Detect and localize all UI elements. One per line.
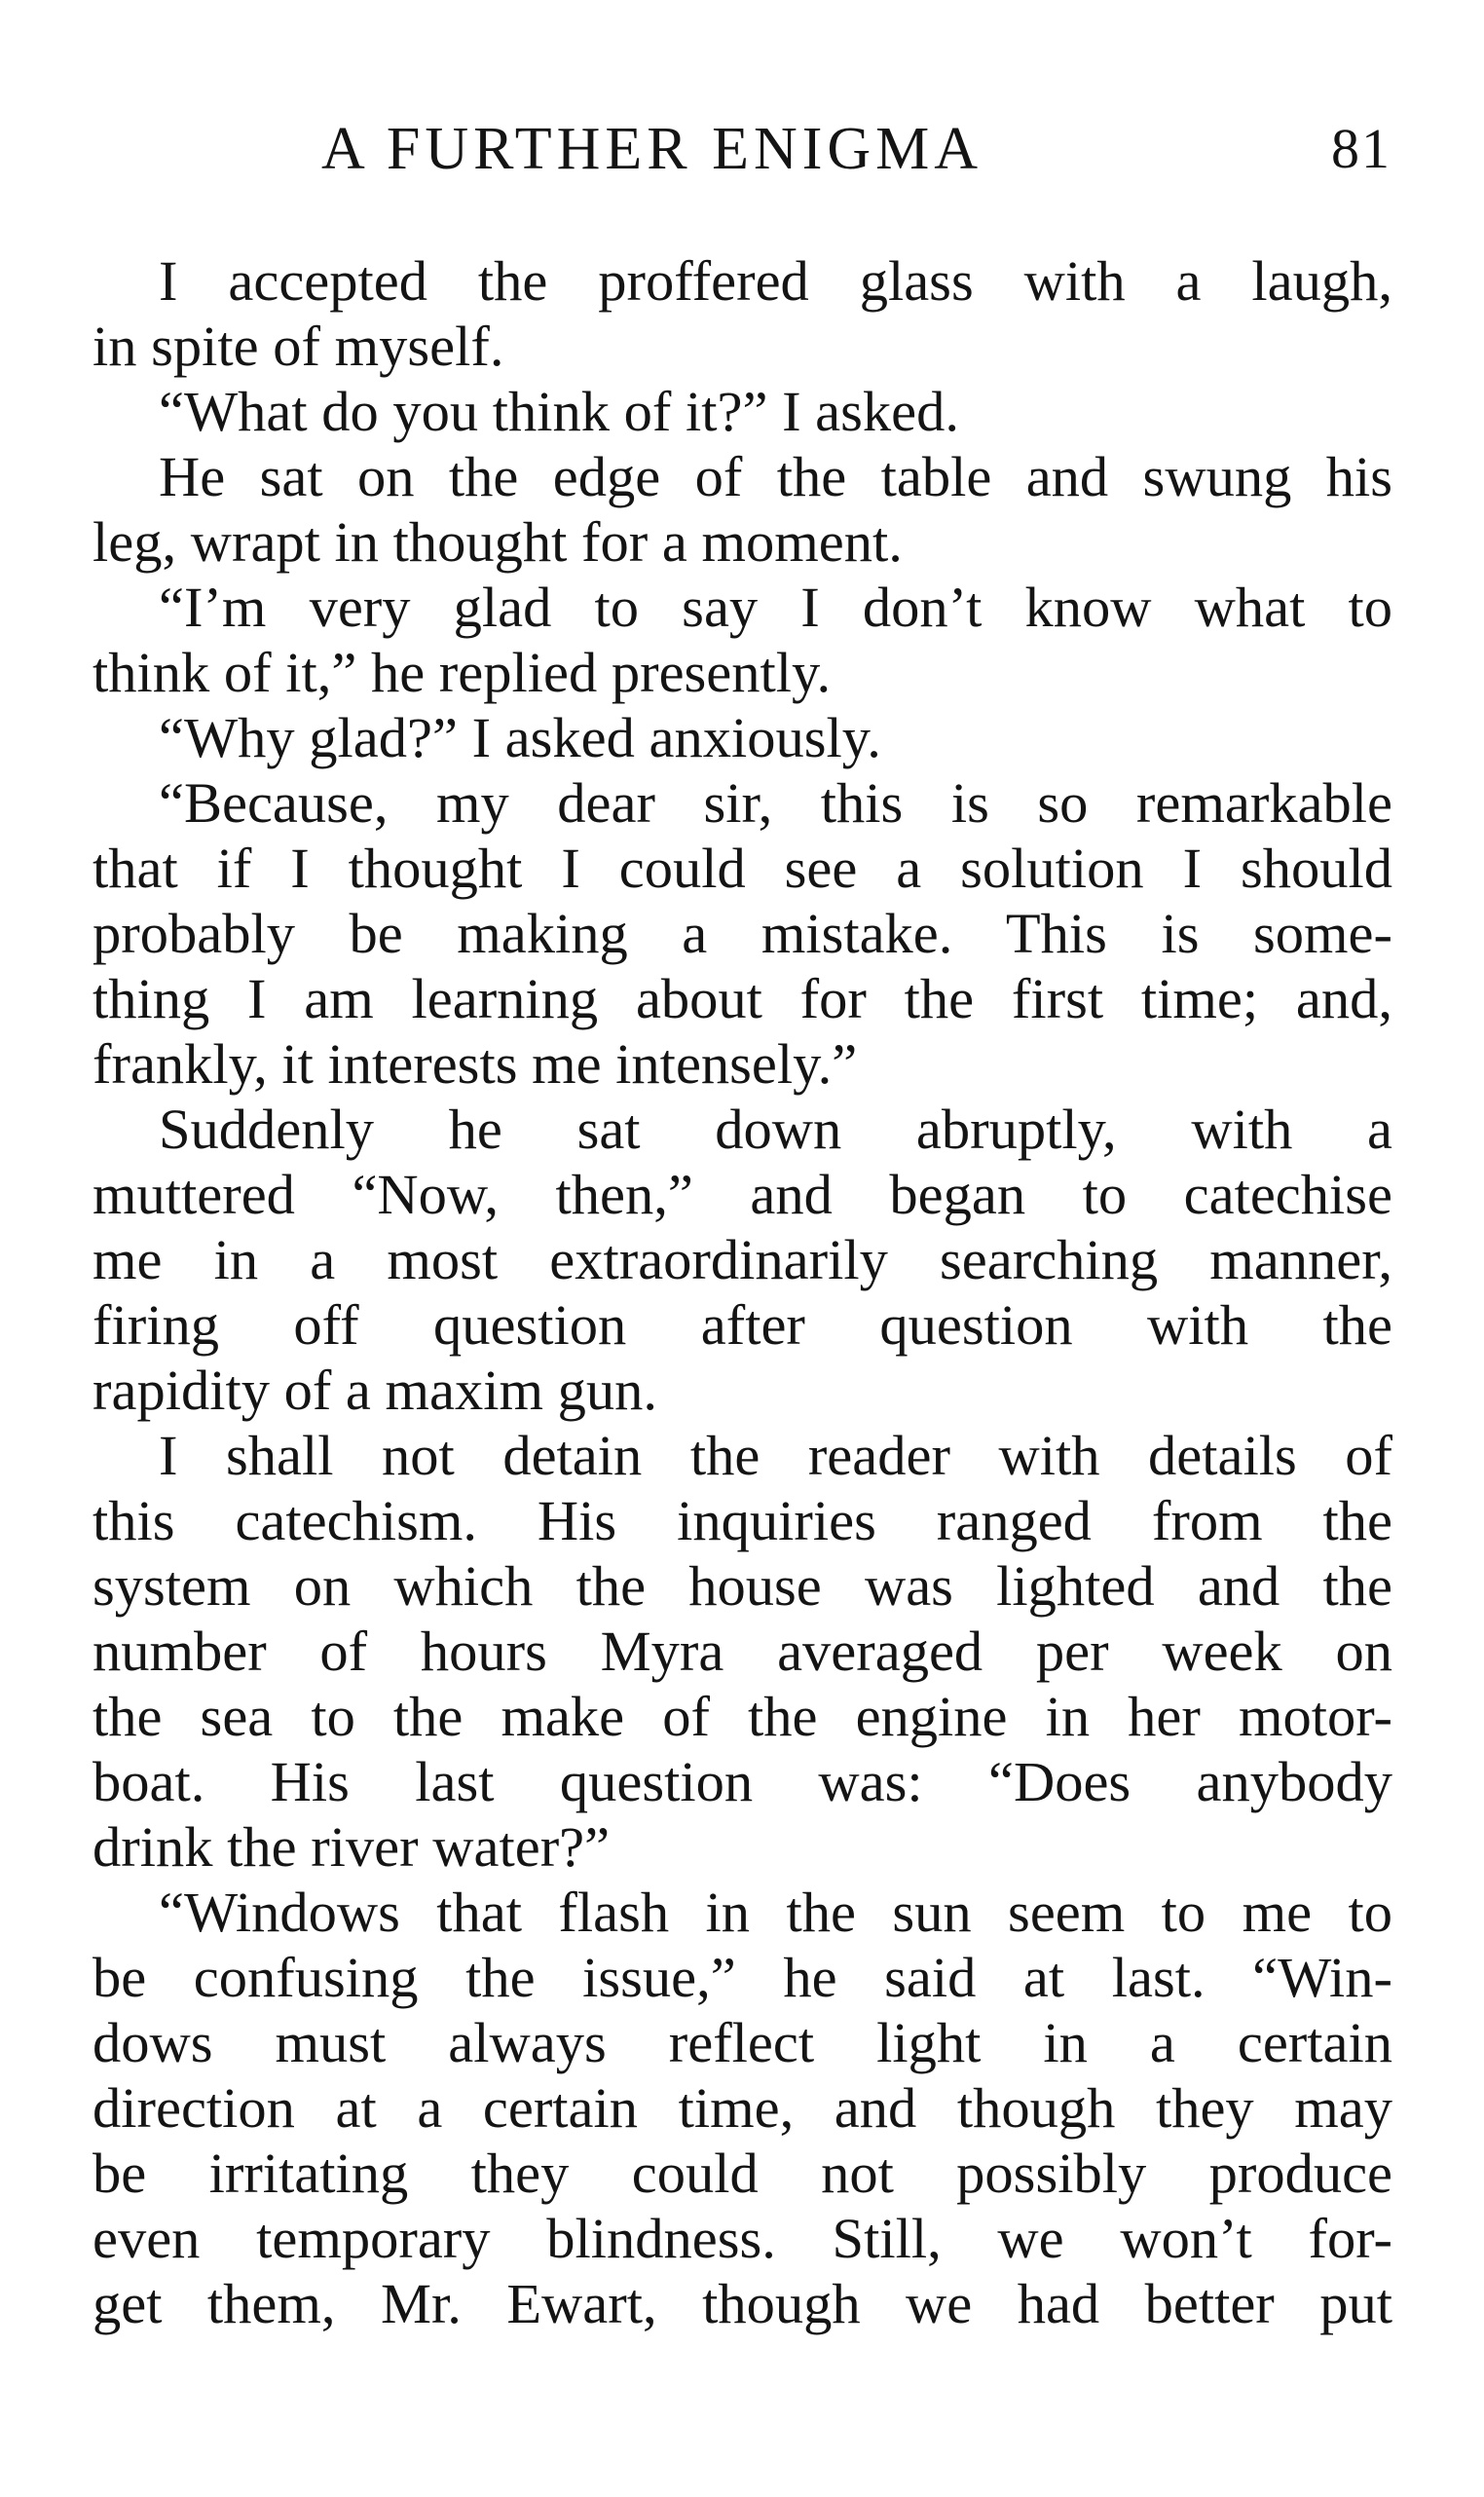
text-line: frankly, it interests me intensely.” bbox=[93, 1032, 858, 1096]
text-line: probably be making a mistake. This is some- bbox=[93, 902, 1392, 965]
page-header bbox=[0, 115, 1484, 183]
text-line: get them, Mr. Ewart, though we had better put bbox=[93, 2272, 1392, 2335]
text-line: leg, wrapt in thought for a moment. bbox=[93, 510, 903, 574]
text-line: even temporary blindness. Still, we won’t for- bbox=[93, 2207, 1392, 2270]
text-line: number of hours Myra averaged per week on bbox=[93, 1620, 1392, 1683]
text-line: “What do you think of it?” I asked. bbox=[159, 380, 959, 443]
text-line: firing off question after question with the bbox=[93, 1293, 1392, 1357]
text-line: He sat on the edge of the table and swung his bbox=[159, 445, 1392, 508]
text-line: rapidity of a maxim gun. bbox=[93, 1359, 658, 1422]
text-line: direction at a certain time, and though they may bbox=[93, 2076, 1392, 2140]
text-line: I shall not detain the reader with details of bbox=[159, 1424, 1392, 1487]
running-title: A FURTHER ENIGMA bbox=[321, 116, 983, 182]
text-line: I accepted the proffered glass with a laugh, bbox=[159, 249, 1392, 313]
text-line: be irritating they could not possibly produce bbox=[93, 2142, 1392, 2205]
text-line: “Windows that flash in the sun seem to me to bbox=[159, 1881, 1392, 1944]
text-line: “Why glad?” I asked anxiously. bbox=[159, 706, 881, 769]
text-line: be confusing the issue,” he said at last. “Win- bbox=[93, 1946, 1392, 2009]
text-line: “Because, my dear sir, this is so remarkable bbox=[159, 771, 1392, 835]
text-line: the sea to the make of the engine in her motor- bbox=[93, 1685, 1392, 1748]
text-line: system on which the house was lighted and the bbox=[93, 1554, 1392, 1618]
text-line: dows must always reflect light in a certain bbox=[93, 2011, 1392, 2074]
text-line: Suddenly he sat down abruptly, with a bbox=[159, 1098, 1392, 1161]
text-line: “I’m very glad to say I don’t know what to bbox=[159, 576, 1392, 639]
text-line: muttered “Now, then,” and began to catechise bbox=[93, 1163, 1392, 1226]
body-text bbox=[93, 248, 1392, 2336]
text-line: that if I thought I could see a solution I should bbox=[93, 837, 1392, 900]
text-line: thing I am learning about for the first time; and, bbox=[93, 967, 1392, 1030]
text-line: in spite of myself. bbox=[93, 315, 504, 378]
text-line: boat. His last question was: “Does anybody bbox=[93, 1750, 1392, 1813]
text-line: this catechism. His inquiries ranged from the bbox=[93, 1489, 1392, 1552]
page-number: 81 bbox=[1331, 117, 1391, 180]
text-line: drink the river water?” bbox=[93, 1815, 611, 1879]
text-line: me in a most extraordinarily searching manner, bbox=[93, 1228, 1392, 1291]
text-line: think of it,” he replied presently. bbox=[93, 641, 832, 704]
